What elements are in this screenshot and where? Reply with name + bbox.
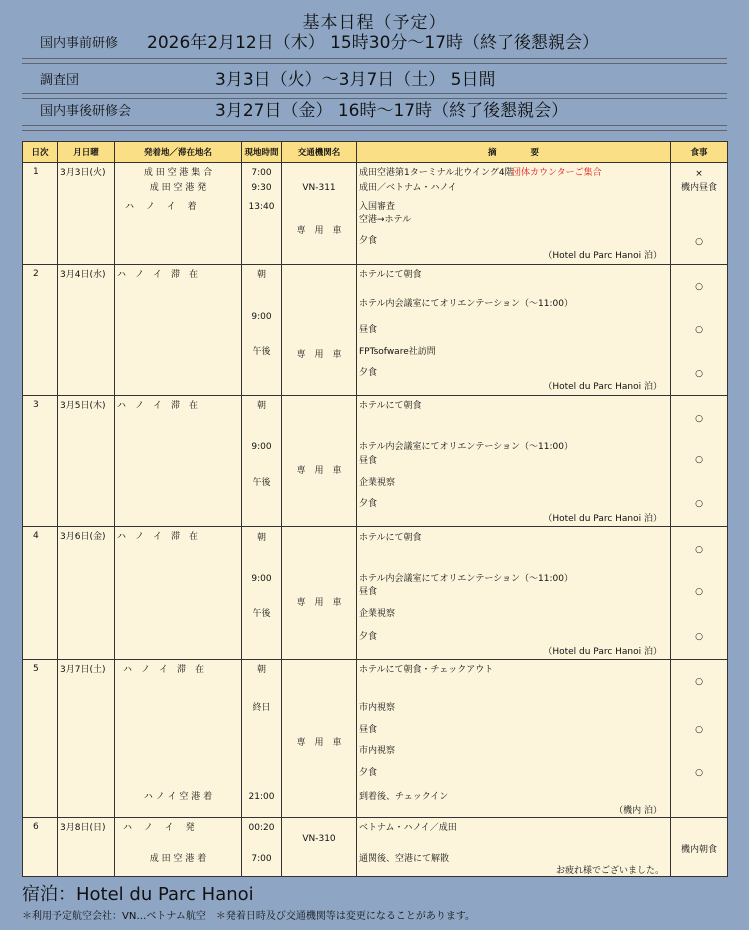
transport: 専 用 車 [296, 738, 342, 748]
transport: VN-310 [302, 834, 336, 844]
summary-line: 通関後、空港にて解散 [359, 854, 450, 864]
table-row [23, 396, 728, 527]
summary-line: 市内視察 [359, 746, 396, 756]
table-row [23, 818, 728, 877]
header-rule [22, 58, 727, 64]
meal: ○ [695, 455, 703, 465]
summary-line: 昼食 [359, 587, 378, 597]
day-number: 4 [33, 531, 39, 541]
meal: ○ [695, 677, 703, 687]
time: 終日 [252, 703, 271, 713]
place: ハ ノ イ 発 [123, 823, 195, 833]
col-day: 日次 [23, 142, 58, 163]
summary-line: ベトナム・ハノイ／成田 [359, 823, 457, 833]
meal: 機内朝食 [680, 845, 717, 855]
summary-line: ホテルにて朝食 [359, 401, 422, 411]
overnight-stay: （機内 泊） [614, 806, 662, 816]
meal: ○ [695, 545, 703, 555]
summary-line: 成田空港第1ターミナル北ウイング4階 [359, 168, 514, 178]
transport: 専 用 車 [296, 226, 342, 236]
summary-line: 入国審査 [359, 202, 396, 212]
table-row [23, 163, 728, 265]
meeting-notice: 団体カウンターご集合 [512, 168, 602, 178]
time: 9:30 [251, 183, 272, 193]
time: 朝 [256, 401, 266, 411]
summary-line: 空港→ホテル [359, 215, 412, 225]
place: ハ ノ イ 空 港 着 [143, 792, 213, 802]
col-summary: 摘 要 [357, 142, 671, 163]
summary-line: 昼食 [359, 456, 378, 466]
pre-training-value: 2026年2月12日（木） 15時30分～17時（終了後懇親会） [147, 33, 600, 53]
summary-line: 企業視察 [359, 478, 396, 488]
place: ハ ノ イ 滞 在 [117, 532, 199, 542]
summary-line: ホテルにて朝食・チェックアウト [359, 665, 494, 675]
time: 7:00 [251, 854, 272, 864]
transport: 専 用 車 [296, 350, 342, 360]
meal: 機内昼食 [680, 183, 717, 193]
summary-line: ホテルにて朝食 [359, 533, 422, 543]
post-training-row [22, 99, 727, 121]
place: ハ ノ イ 着 [125, 202, 197, 212]
time: 朝 [256, 270, 266, 280]
footer-notes: ＊利用予定航空会社：VN…ベトナム航空 ＊発着日時及び交通機関等は変更になることがあります。 [22, 911, 476, 922]
summary-line: ホテルにて朝食 [359, 270, 422, 280]
summary-line: 夕食 [359, 236, 378, 246]
date: 3月3日(火) [60, 168, 106, 178]
summary-line: 昼食 [359, 725, 378, 735]
team-label: 調査団 [40, 73, 80, 88]
overnight-stay: （Hotel du Parc Hanoi 泊） [543, 647, 662, 657]
day-number: 2 [33, 269, 39, 279]
summary-line: 成田／ベトナム・ハノイ [359, 183, 457, 193]
time: 午後 [252, 347, 271, 357]
col-transport: 交通機関名 [282, 142, 357, 163]
day-number: 6 [33, 822, 39, 832]
time: 9:00 [251, 312, 272, 322]
pre-training-row [22, 31, 727, 53]
place: 成 田 空 港 集 合 [143, 168, 213, 178]
date: 3月4日(水) [60, 270, 106, 280]
summary-line: 到着後、チェックイン [359, 792, 449, 802]
time: 21:00 [248, 792, 275, 802]
time: 00:20 [248, 823, 275, 833]
team-row [22, 68, 727, 90]
place: 成 田 空 港 着 [149, 854, 207, 864]
summary-line: ホテル内会議室にてオリエンテーション（～11:00） [359, 574, 573, 584]
summary-line: ホテル内会議室にてオリエンテーション（～11:00） [359, 442, 573, 452]
date: 3月5日(木) [60, 401, 106, 411]
meal: ○ [695, 587, 703, 597]
header-rule [22, 125, 727, 131]
place: ハ ノ イ 滞 在 [117, 401, 199, 411]
post-training-value: 3月27日（金） 16時～17時（終了後懇親会） [215, 101, 569, 121]
transport: 専 用 車 [296, 598, 342, 608]
summary-line: 企業視察 [359, 609, 396, 619]
post-training-label: 国内事後研修会 [40, 104, 132, 119]
meal: ○ [695, 499, 703, 509]
summary-line: 昼食 [359, 325, 378, 335]
table-row [23, 265, 728, 396]
time: 13:40 [248, 202, 275, 212]
summary-line: ホテル内会議室にてオリエンテーション（～11:00） [359, 299, 573, 309]
col-place: 発着地／滞在地名 [115, 142, 242, 163]
meal: ○ [695, 237, 703, 247]
meal: ○ [695, 325, 703, 335]
col-time: 現地時間 [242, 142, 282, 163]
table-header-row [23, 142, 728, 163]
time: 午後 [252, 609, 271, 619]
time: 朝 [256, 533, 266, 543]
meal: ○ [695, 768, 703, 778]
time: 9:00 [251, 442, 272, 452]
transport: 専 用 車 [296, 466, 342, 476]
overnight-stay: （Hotel du Parc Hanoi 泊） [543, 514, 662, 524]
overnight-stay: （Hotel du Parc Hanoi 泊） [543, 382, 662, 392]
meal: ○ [695, 282, 703, 292]
summary-line: 夕食 [359, 368, 378, 378]
place: ハ ノ イ 滞 在 [123, 665, 205, 675]
place: 成 田 空 港 発 [149, 183, 207, 193]
schedule-table [22, 141, 728, 877]
col-meals: 食事 [671, 142, 728, 163]
summary-line: 夕食 [359, 768, 378, 778]
date: 3月7日(土) [60, 665, 106, 675]
day-number: 5 [33, 664, 39, 674]
summary-line: FPTsofware社訪問 [359, 347, 436, 357]
place: ハ ノ イ 滞 在 [117, 270, 199, 280]
transport: VN-311 [302, 183, 336, 193]
pre-training-label: 国内事前研修 [40, 36, 119, 51]
meal: ○ [695, 414, 703, 424]
meal: × [695, 169, 703, 179]
hotel-footer: 宿泊：Hotel du Parc Hanoi [22, 884, 254, 905]
table-row [23, 660, 728, 818]
date: 3月8日(日) [60, 823, 106, 833]
date: 3月6日(金) [60, 532, 106, 542]
table-row [23, 527, 728, 660]
farewell-message: お疲れ様でございました。 [555, 866, 664, 876]
day-number: 3 [33, 400, 39, 410]
summary-line: 夕食 [359, 499, 378, 509]
team-value: 3月3日（火）～3月7日（土） 5日間 [215, 70, 496, 90]
meal: ○ [695, 632, 703, 642]
time: 朝 [256, 665, 266, 675]
summary-line: 夕食 [359, 632, 378, 642]
summary-line: 市内視察 [359, 703, 396, 713]
meal: ○ [695, 369, 703, 379]
day-number: 1 [33, 167, 39, 177]
time: 9:00 [251, 574, 272, 584]
page-title: 基本日程（予定） [302, 13, 447, 33]
col-date: 月日曜 [58, 142, 115, 163]
meal: ○ [695, 725, 703, 735]
overnight-stay: （Hotel du Parc Hanoi 泊） [543, 251, 662, 261]
time: 午後 [252, 478, 271, 488]
time: 7:00 [251, 168, 272, 178]
